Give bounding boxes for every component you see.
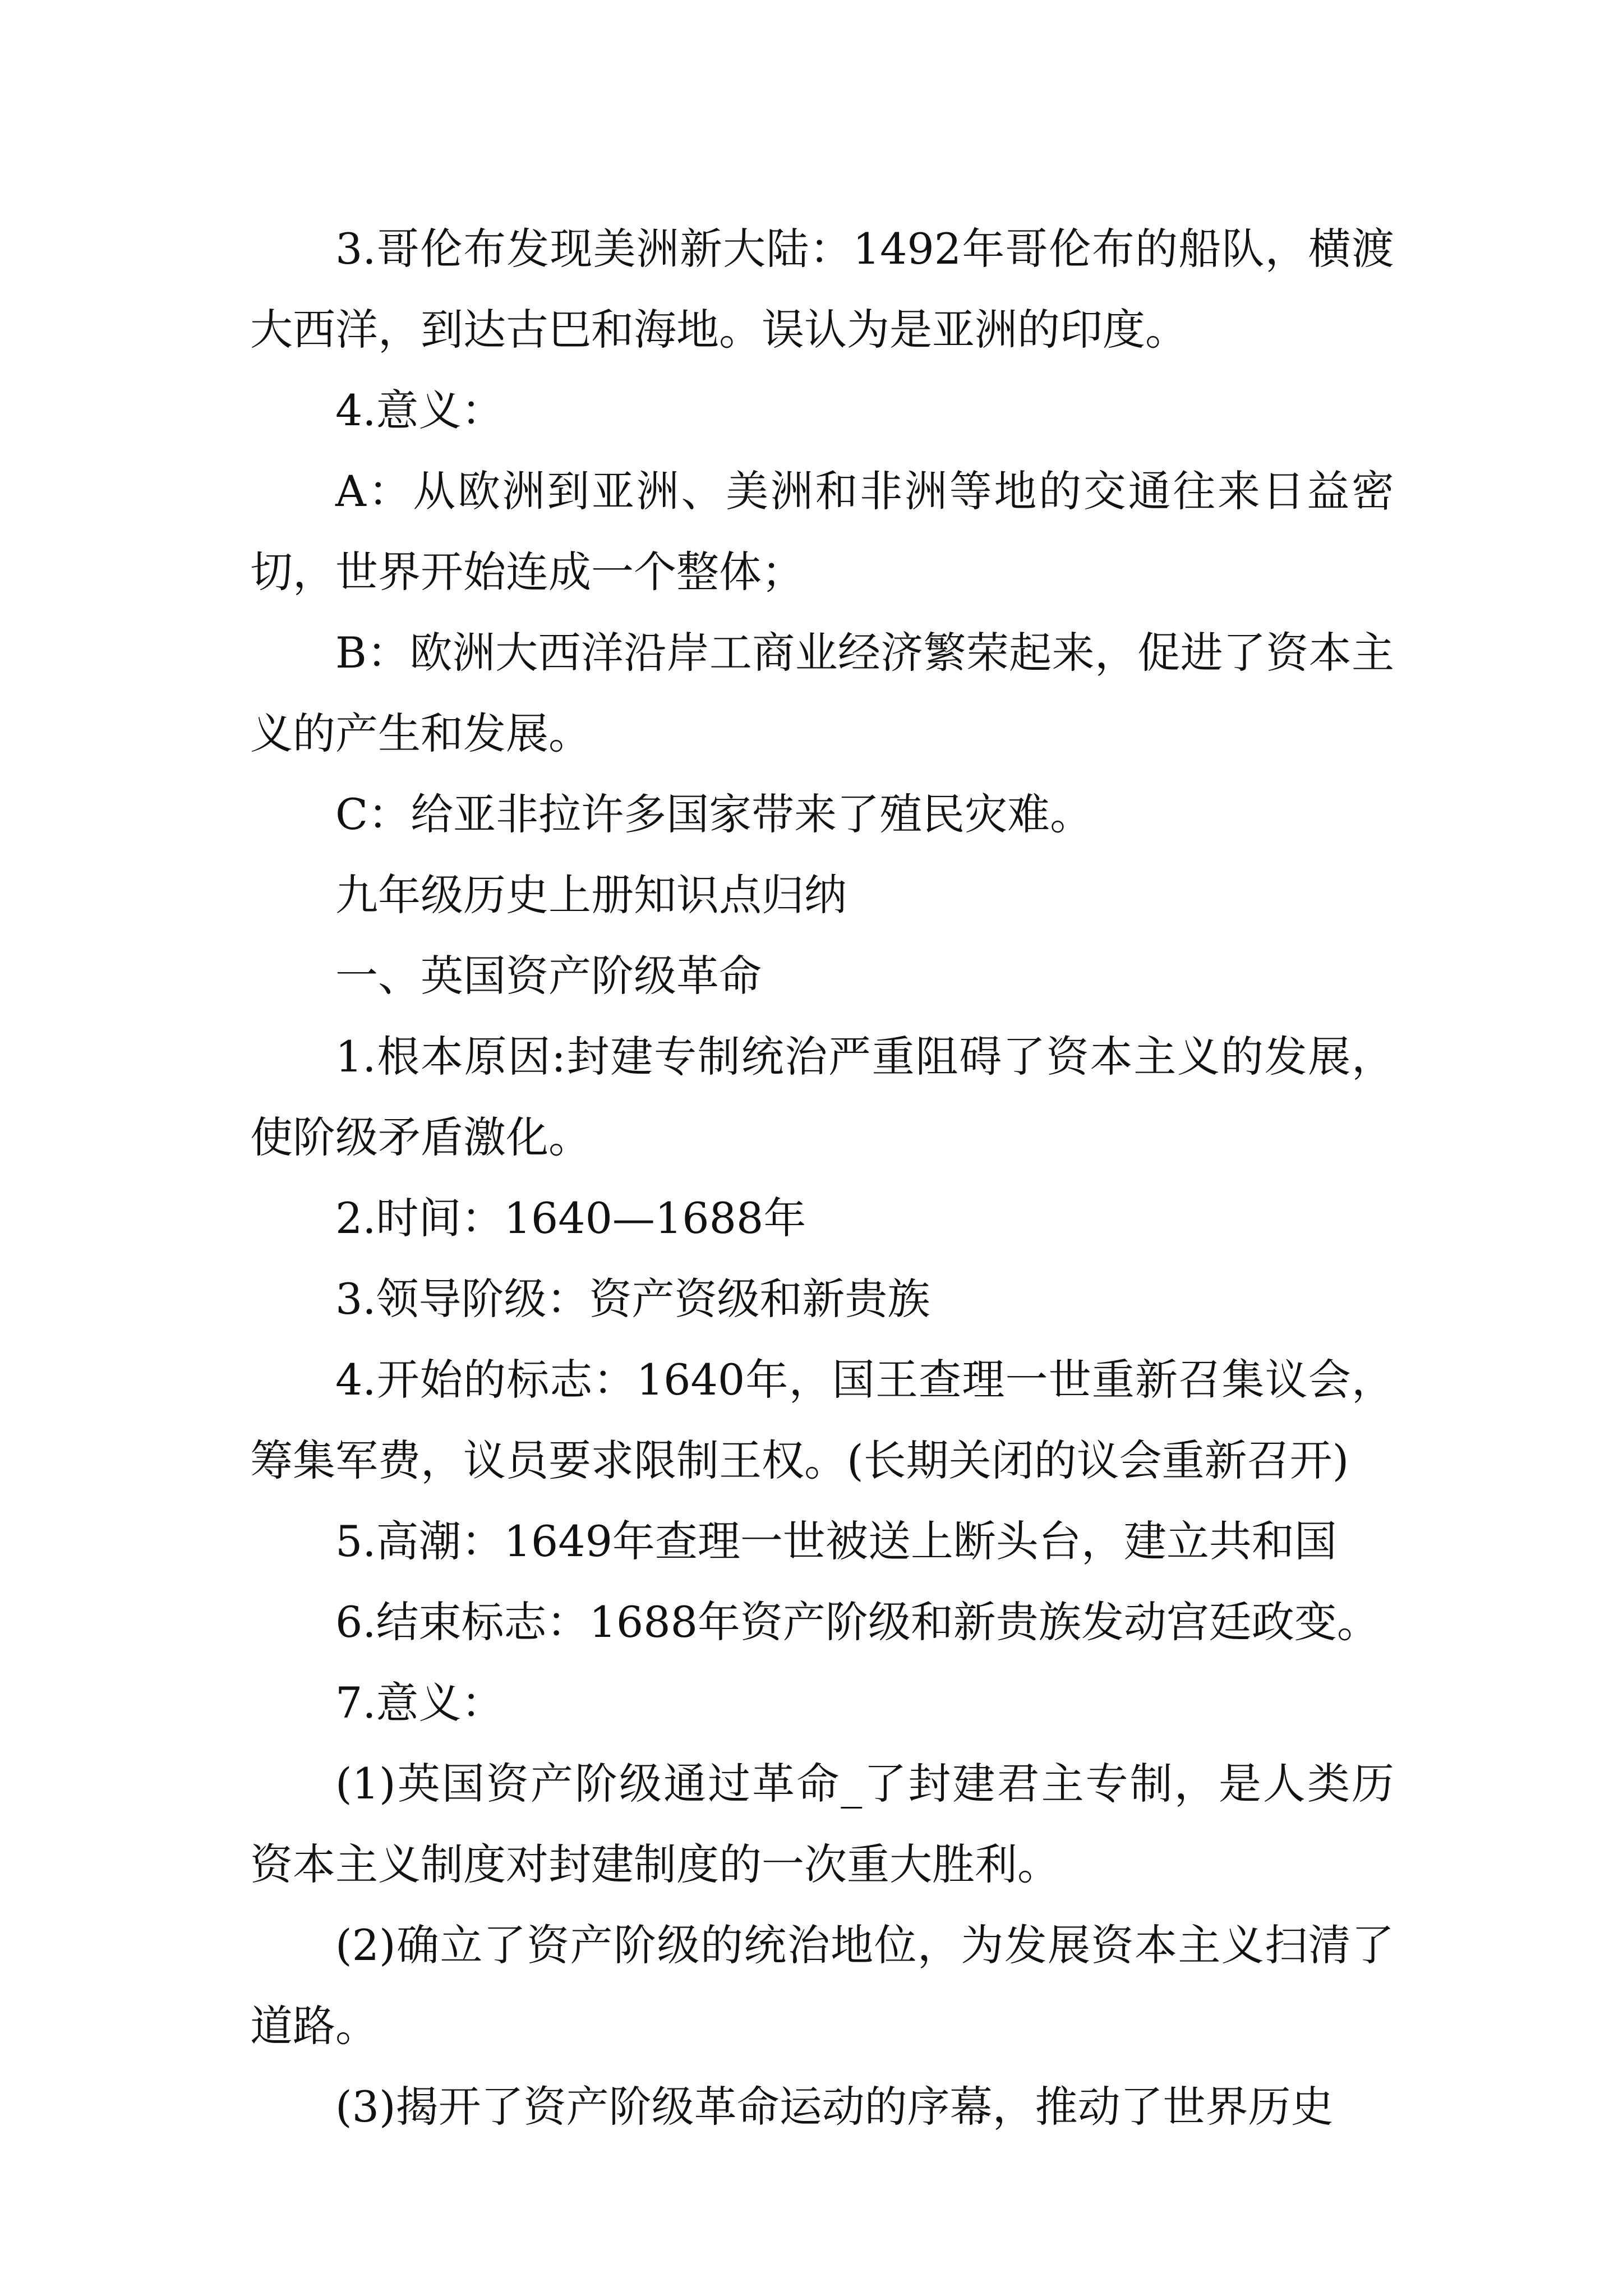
chapter-heading: 一、英国资产阶级革命 xyxy=(335,951,762,1001)
paragraph-significance-c: C：给亚非拉许多国家带来了殖民灾难。 xyxy=(335,789,1093,839)
paragraph-meaning-1: (1)英国资产阶级通过革命_了封建君主专制，是人类历资本主义制度对封建制度的一次重大胜利。 xyxy=(250,1759,1394,1889)
paragraph-leading-class: 3.领导阶级：资产资级和新贵族 xyxy=(335,1274,930,1324)
paragraph-significance-a: A：从欧洲到亚洲、美洲和非洲等地的交通往来日益密切，世界开始连成一个整体； xyxy=(250,466,1394,597)
paragraph-meaning-3: (3)揭开了资产阶级革命运动的序幕，推动了世界历史 xyxy=(335,2082,1334,2132)
paragraph-meaning-heading: 7.意义： xyxy=(335,1678,504,1728)
paragraph-climax: 5.高潮：1649年查理一世被送上断头台，建立共和国 xyxy=(335,1516,1337,1566)
paragraph-columbus-discovery: 3.哥伦布发现美洲新大陆：1492年哥伦布的船队，横渡大西洋，到达古巴和海地。误认为是亚洲的印度。 xyxy=(250,224,1394,355)
paragraph-root-cause: 1.根本原因:封建专制统治严重阻碍了资本主义的发展，使阶级矛盾激化。 xyxy=(250,1032,1394,1162)
paragraph-start-marker: 4.开始的标志：1640年，国王查理一世重新召集议会，筹集军费，议员要求限制王权。(长期关闭的议会重新召开) xyxy=(250,1355,1394,1485)
paragraph-significance-heading: 4.意义： xyxy=(335,385,504,435)
paragraph-meaning-2: (2)确立了资产阶级的统治地位，为发展资本主义扫清了道路。 xyxy=(250,1920,1394,2051)
paragraph-time: 2.时间：1640—1688年 xyxy=(335,1193,806,1243)
paragraph-end-marker: 6.结束标志：1688年资产阶级和新贵族发动宫廷政变。 xyxy=(335,1597,1380,1647)
document-body xyxy=(250,209,1394,2147)
section-title: 九年级历史上册知识点归纳 xyxy=(335,870,847,920)
paragraph-significance-b: B：欧洲大西洋沿岸工商业经济繁荣起来，促进了资本主义的产生和发展。 xyxy=(250,628,1394,758)
